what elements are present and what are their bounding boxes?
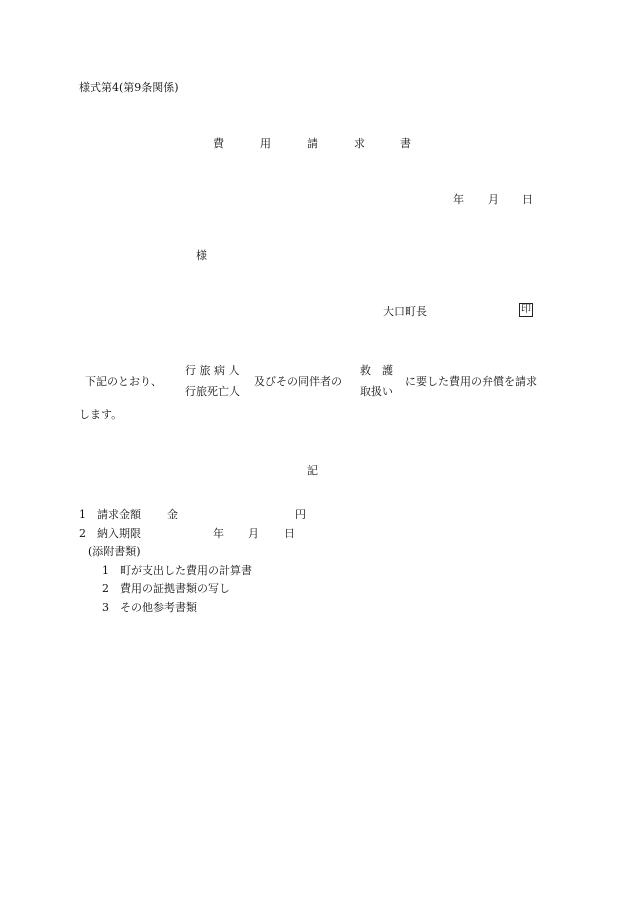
- deadline-year: 年: [213, 527, 224, 540]
- seal-mark: 印: [521, 304, 531, 315]
- body-lead: 下記のとおり、: [85, 375, 162, 388]
- date-year: 年: [453, 193, 464, 206]
- option-handling: 取扱い: [360, 385, 393, 398]
- attachment-text: 費用の証拠書類の写し: [120, 582, 230, 595]
- title-char: 請: [307, 137, 318, 150]
- ki-heading: 記: [307, 464, 318, 477]
- title-char: 費: [213, 137, 224, 150]
- body-tail: に要した費用の弁償を請求: [405, 375, 537, 388]
- sender-name: 大口町長: [383, 305, 427, 318]
- attachment-number: 2: [102, 582, 109, 595]
- attachment-text: 町が支出した費用の計算書: [120, 564, 252, 577]
- attachment-text: その他参考書類: [120, 601, 197, 614]
- amount-prefix: 金: [167, 508, 178, 521]
- item-number: 1: [79, 508, 86, 521]
- item-number: 2: [79, 527, 86, 540]
- deadline-month: 月: [248, 527, 259, 540]
- attachment-number: 1: [102, 564, 109, 577]
- addressee-suffix: 様: [196, 249, 207, 262]
- body-middle: 及びその同伴者の: [254, 375, 342, 388]
- attachments-heading: (添附書類): [88, 545, 141, 558]
- date-day: 日: [522, 193, 533, 206]
- title-char: 書: [400, 137, 411, 150]
- form-number: 様式第4(第9条関係): [79, 81, 179, 94]
- option-traveler-deceased: 行旅死亡人: [185, 385, 240, 398]
- option-traveler-ill: 行 旅 病 人: [185, 364, 240, 377]
- amount-unit: 円: [295, 508, 306, 521]
- attachment-number: 3: [102, 601, 109, 614]
- item-label: 請求金額: [97, 508, 141, 521]
- date-month: 月: [488, 193, 499, 206]
- body-continuation: します。: [79, 408, 123, 421]
- title-char: 用: [260, 137, 271, 150]
- option-relief: 救 護: [360, 364, 393, 377]
- item-label: 納入期限: [97, 527, 141, 540]
- deadline-day: 日: [284, 527, 295, 540]
- title-char: 求: [354, 137, 365, 150]
